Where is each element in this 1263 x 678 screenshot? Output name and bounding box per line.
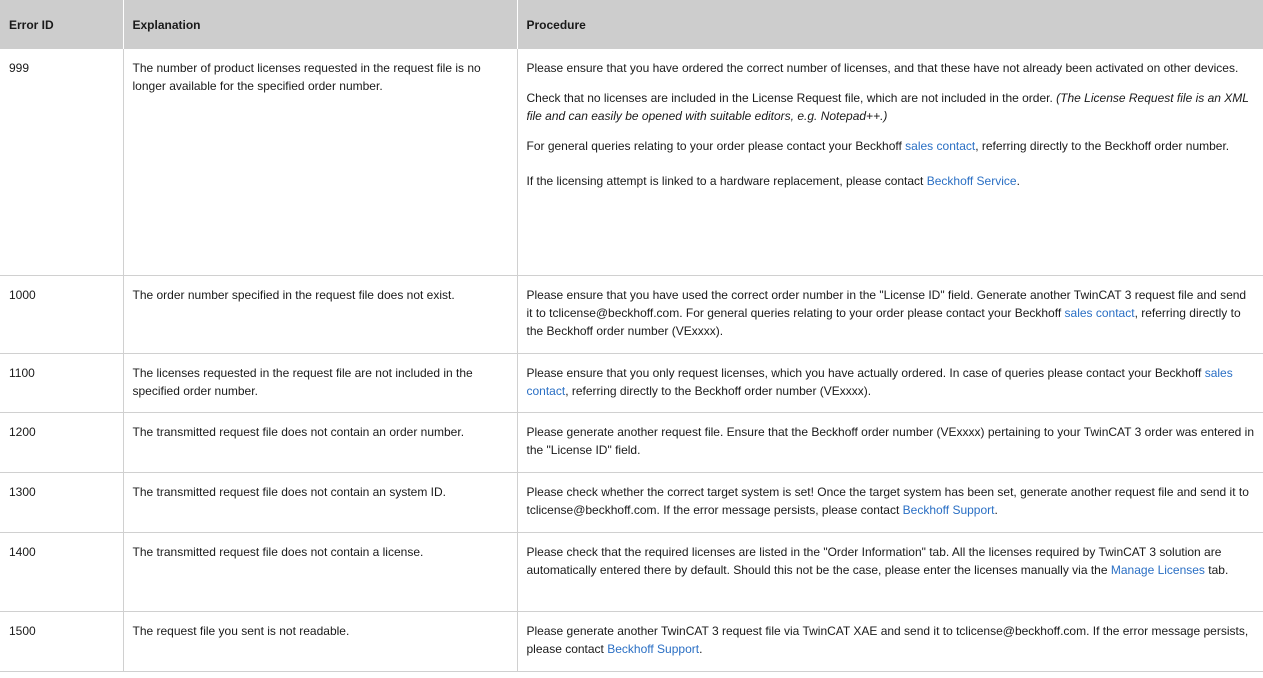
explanation-cell: The transmitted request file does not contain an order number. [123, 412, 517, 472]
beckhoff-service-link[interactable]: Beckhoff Service [926, 174, 1017, 188]
procedure-cell: Please check that the required licenses are listed in the "Order Information" tab. All the licenses required by TwinCAT 3 solution are automatically entered there by default. Should this not be the case, please enter the licenses manually via the Manage Licenses tab. [517, 532, 1263, 611]
explanation-cell: The transmitted request file does not contain a license. [123, 532, 517, 611]
explanation-cell: The transmitted request file does not contain an system ID. [123, 472, 517, 532]
table-row [0, 611, 1263, 671]
error-id-cell: 1100 [0, 353, 123, 412]
procedure-cell: Please check whether the correct target system is set! Once the target system has been set, generate another request file and send it to tclicense@beckhoff.com. If the error message persists, please contact Beckhoff Support. [517, 472, 1263, 532]
table-row [0, 275, 1263, 353]
procedure-cell: Please ensure that you have used the correct order number in the "License ID" field. Generate another TwinCAT 3 request file and send it to tclicense@beckhoff.com. For general queries relating to your order please contact your Beckhoff sales contact, referring directly to the Beckhoff order number (VExxxx). [517, 275, 1263, 353]
procedure-cell: Please generate another TwinCAT 3 request file via TwinCAT XAE and send it to tclicense@beckhoff.com. If the error message persists, please contact Beckhoff Support. [517, 611, 1263, 671]
header-procedure: Procedure [517, 0, 1263, 49]
table-row [0, 532, 1263, 611]
manage-licenses-link[interactable]: Manage Licenses [1110, 562, 1205, 577]
explanation-cell: The licenses requested in the request file are not included in the specified order number. [123, 353, 517, 412]
table-row [0, 353, 1263, 412]
error-id-cell: 1200 [0, 412, 123, 472]
sales-contact-link[interactable]: sales contact [905, 139, 976, 153]
header-explanation: Explanation [123, 0, 517, 49]
error-id-cell: 1500 [0, 611, 123, 671]
procedure-cell [517, 49, 1263, 275]
table-header [0, 0, 1263, 49]
procedure-cell: Please ensure that you only request licenses, which you have actually ordered. In case of queries please contact your Beckhoff sales contact, referring directly to the Beckhoff order number (VExxxx). [517, 353, 1263, 412]
explanation-cell: The request file you sent is not readable. [123, 611, 517, 671]
table-row [0, 49, 1263, 275]
procedure-note: (The License Request file is an XML file and can easily be opened with suitable editors, e.g. Notepad++.) [526, 91, 1249, 123]
procedure-cell: Please generate another request file. Ensure that the Beckhoff order number (VExxxx) pertaining to your TwinCAT 3 order was entered in the "License ID" field. [517, 412, 1263, 472]
sales-contact-link[interactable]: sales contact [526, 365, 1233, 398]
error-id-cell: 1000 [0, 275, 123, 353]
header-error-id: Error ID [0, 0, 123, 49]
procedure-text: If the licensing attempt is linked to a hardware replacement, please contact Beckhoff Service. [526, 174, 1020, 188]
table-row [0, 412, 1263, 472]
explanation-cell: The order number specified in the request file does not exist. [123, 275, 517, 353]
procedure-text: Please ensure that you have ordered the correct number of licenses, and that these have not already been activated on other devices. [526, 61, 1239, 75]
error-id-cell: 1400 [0, 532, 123, 611]
procedure-text: For general queries relating to your order please contact your Beckhoff sales contact, referring directly to the Beckhoff order number. [526, 139, 1230, 153]
error-id-cell: 1300 [0, 472, 123, 532]
error-id-cell: 999 [0, 49, 123, 275]
procedure-text: Check that no licenses are included in the License Request file, which are not included in the order. (The License Request file is an XML file and can easily be opened with suitable editors, e.g. Notepad++.) [526, 91, 1249, 123]
beckhoff-support-link[interactable]: Beckhoff Support [902, 502, 995, 517]
explanation-cell: The number of product licenses requested in the request file is no longer available for the specified order number. [123, 49, 517, 275]
beckhoff-support-link[interactable]: Beckhoff Support [607, 641, 700, 656]
table-row [0, 472, 1263, 532]
sales-contact-link[interactable]: sales contact [1064, 305, 1135, 320]
